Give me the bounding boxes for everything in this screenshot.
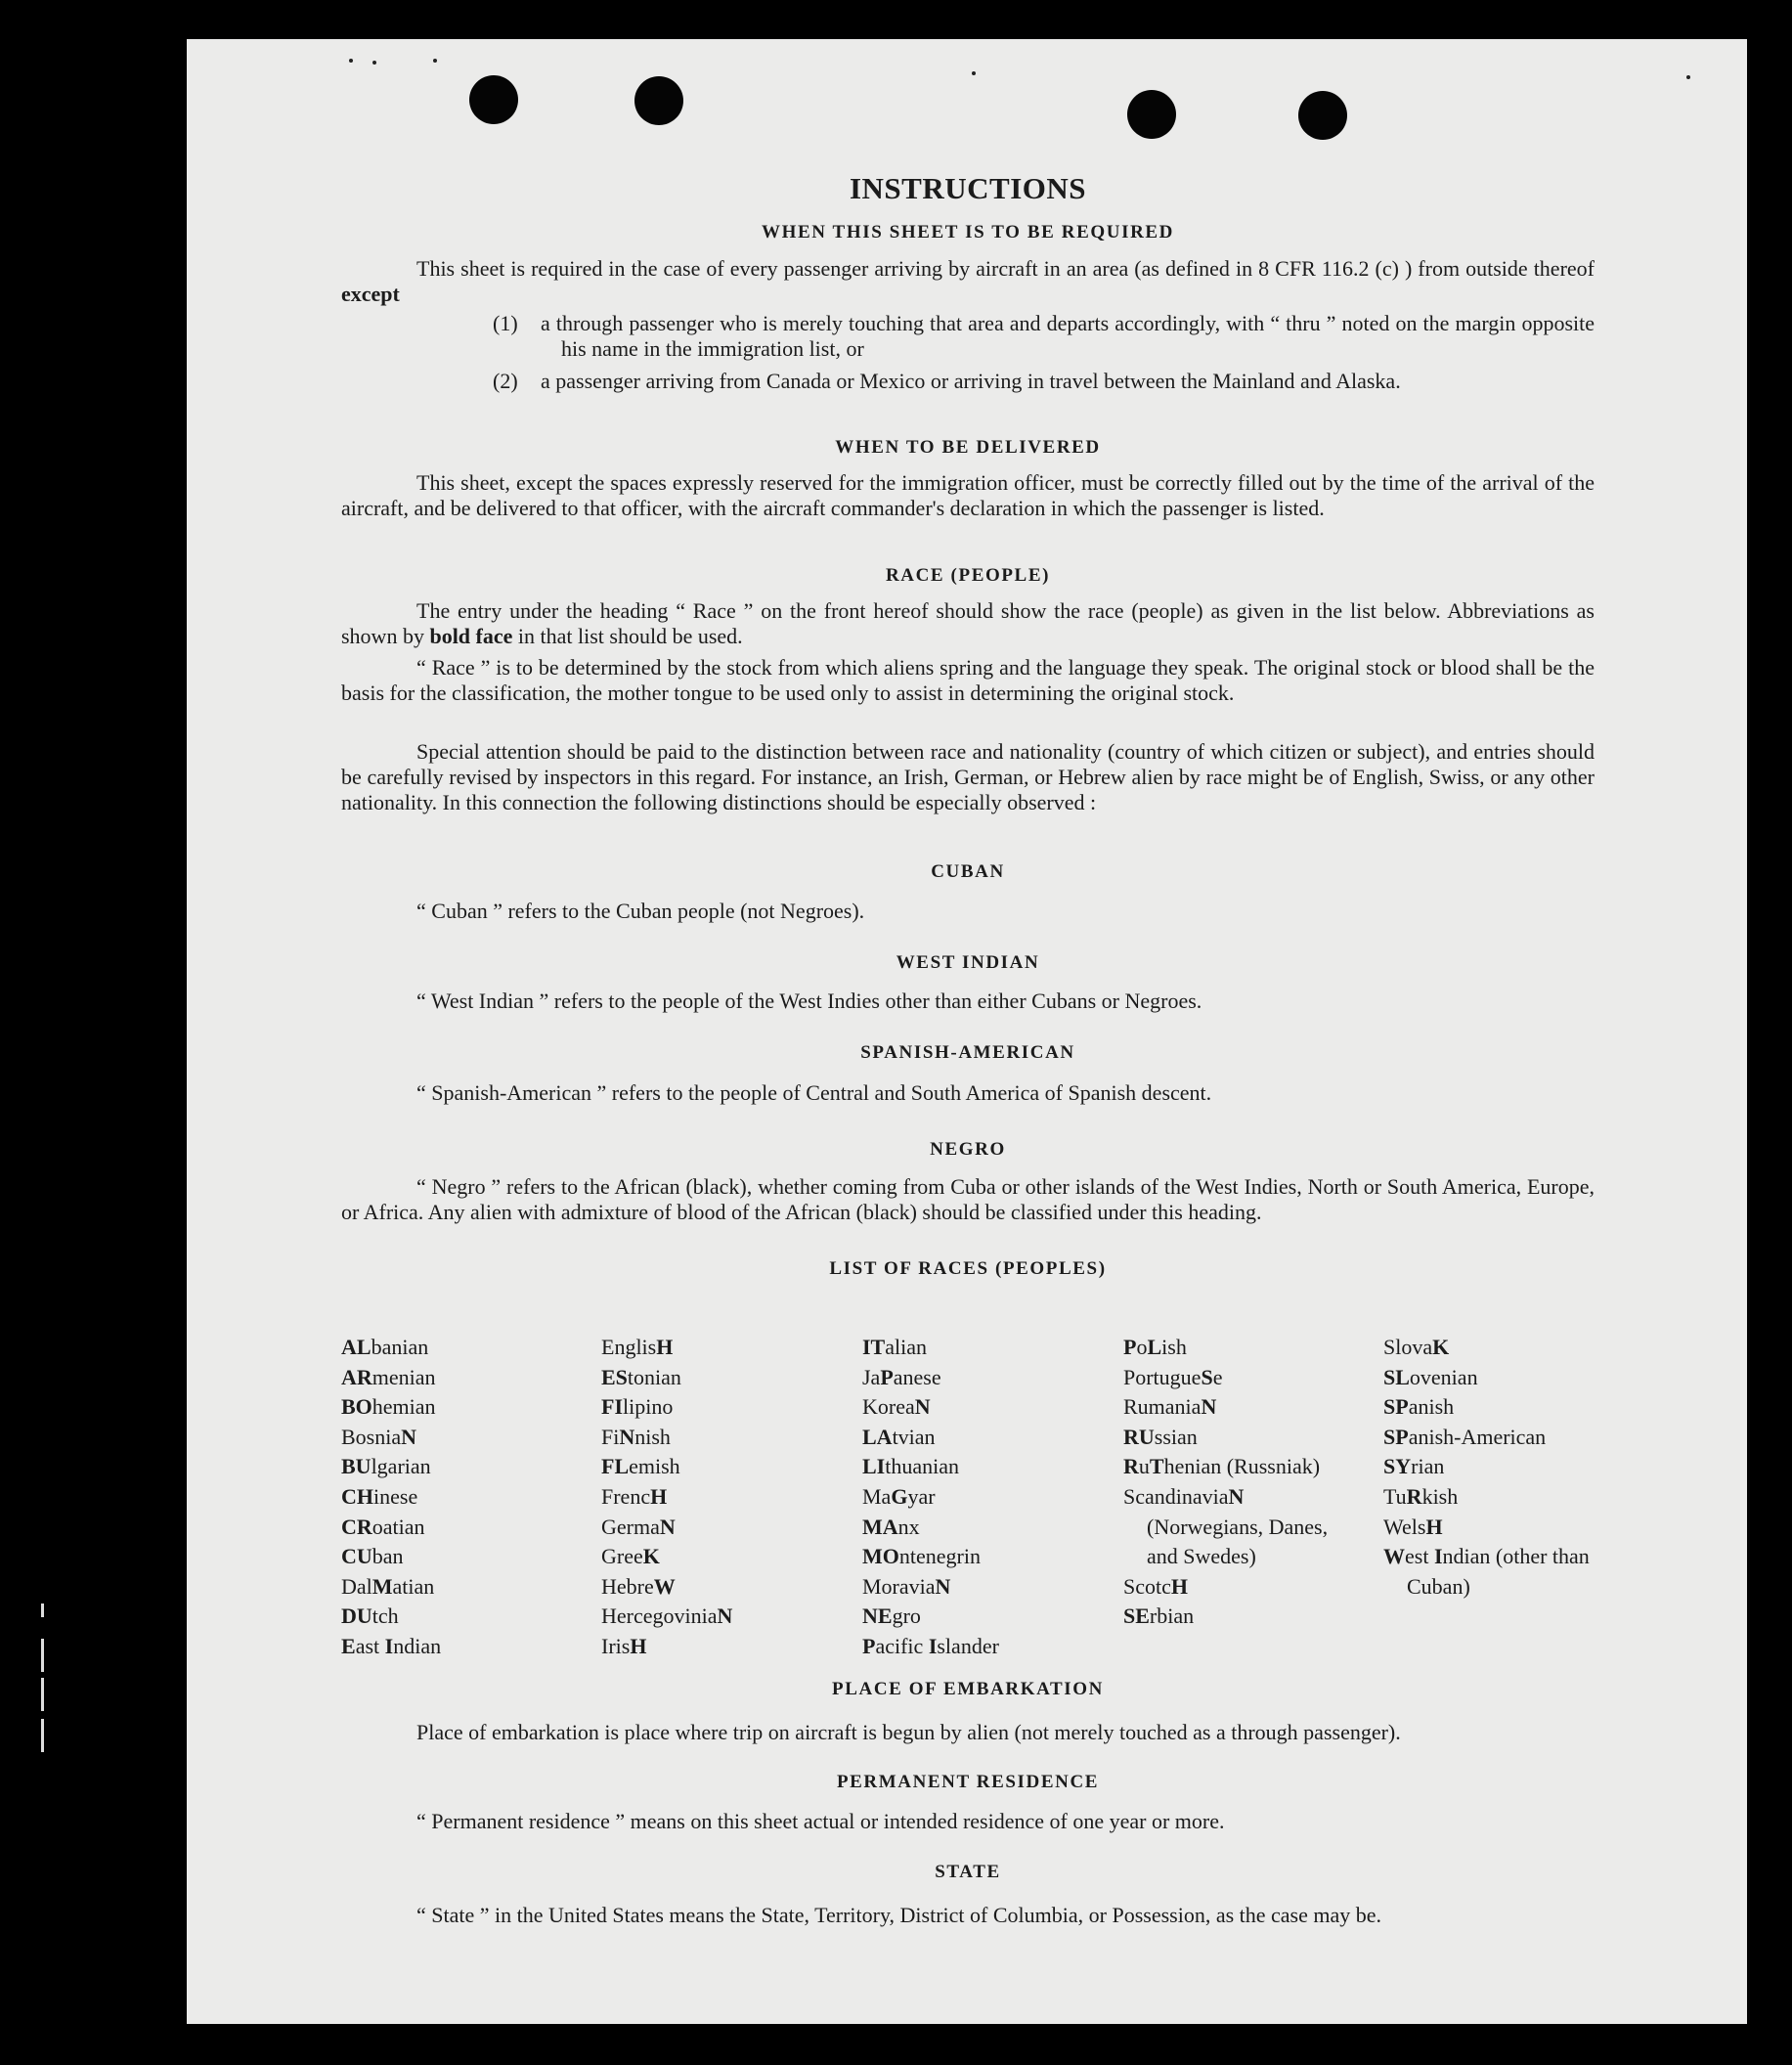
race-text: Hercegovinia: [601, 1604, 718, 1629]
heading-west-indian: WEST INDIAN: [896, 952, 1040, 973]
punch-hole: [1298, 91, 1347, 140]
document-page: [187, 39, 1747, 2024]
race-text: nx: [897, 1514, 920, 1539]
race-abbrev: FI: [601, 1394, 623, 1420]
race-entry: [341, 1632, 595, 1662]
race-abbrev: E: [341, 1633, 356, 1658]
race-entry: [341, 1423, 595, 1453]
punch-hole: [469, 75, 518, 124]
race-entry: [601, 1423, 855, 1453]
race-entry: [601, 1572, 855, 1603]
paragraph-cuban: “ Cuban ” refers to the Cuban people (not Negroes).: [416, 899, 865, 923]
film-edge-mark: [41, 1639, 44, 1672]
race-abbrev: NE: [862, 1604, 893, 1629]
paragraph-spanish-american: “ Spanish-American ” refers to the people of Central and South America of Spanish descent.: [416, 1080, 1212, 1105]
paragraph-negro: “ Negro ” refers to the African (black), whether coming from Cuba or other islands of the West Indies, North or South America, Europe, or Africa. Any alien with admixture of blood of the African (black) should be classified under this heading.: [341, 1174, 1595, 1224]
race-abbrev: SY: [1383, 1454, 1412, 1479]
race-text: henian (Russniak): [1163, 1454, 1321, 1479]
race-entry: [862, 1632, 1116, 1662]
race-entry: [601, 1392, 855, 1423]
heading-state: STATE: [935, 1862, 1001, 1882]
bold-text: except: [341, 282, 400, 306]
race-abbrev: T: [1149, 1454, 1164, 1479]
race-text: acific: [875, 1633, 929, 1658]
race-entry: [601, 1482, 855, 1513]
race-text: tvian: [892, 1424, 936, 1449]
heading-place-of-embarkation: PLACE OF EMBARKATION: [832, 1679, 1104, 1699]
race-column: [341, 1333, 595, 1662]
race-text: nish: [634, 1424, 671, 1449]
race-abbrev: H: [630, 1633, 647, 1658]
race-text: Bosnia: [341, 1424, 402, 1449]
race-entry: [1383, 1542, 1603, 1602]
race-entry: [1123, 1392, 1358, 1423]
item-text: a passenger arriving from Canada or Mexico or arriving in travel between the Mainland and Alaska.: [541, 369, 1401, 393]
heading-permanent-residence: PERMANENT RESIDENCE: [836, 1772, 1100, 1792]
race-entry: [862, 1542, 1116, 1572]
race-abbrev: MA: [862, 1514, 898, 1539]
race-text: anese: [893, 1364, 941, 1389]
race-entry: [1123, 1452, 1358, 1482]
race-abbrev: BU: [341, 1454, 372, 1479]
item-number: (2): [493, 369, 518, 393]
race-abbrev: N: [914, 1394, 931, 1420]
race-text: anish-American: [1408, 1424, 1547, 1449]
race-abbrev: K: [642, 1544, 660, 1569]
race-text: Englis: [601, 1335, 657, 1359]
race-entry: [341, 1542, 595, 1572]
race-abbrev: CR: [341, 1514, 372, 1539]
race-entry: [341, 1602, 595, 1632]
race-entry: [341, 1392, 595, 1423]
text: The entry under the heading “ Race ” on the front hereof should show the race (people) as given in the list below. Abbreviations as shown by: [341, 598, 1595, 648]
race-abbrev: FL: [601, 1454, 630, 1479]
race-entry: [1383, 1452, 1603, 1482]
race-entry: [341, 1572, 595, 1603]
race-entry: [1123, 1572, 1358, 1603]
paragraph-state: “ State ” in the United States means the State, Territory, District of Columbia, or Possession, as the case may be.: [416, 1903, 1382, 1927]
race-column: [1383, 1333, 1603, 1602]
race-abbrev: M: [372, 1573, 393, 1599]
race-abbrev: K: [1432, 1335, 1450, 1359]
race-abbrev: RU: [1123, 1424, 1155, 1449]
race-entry: [1383, 1363, 1603, 1393]
race-abbrev: CH: [341, 1483, 373, 1509]
race-text: o: [1136, 1335, 1148, 1359]
race-text: anish: [1408, 1394, 1455, 1420]
race-entry: [601, 1513, 855, 1543]
item-text: a through passenger who is merely touching that area and departs accordingly, with “ thru ” noted on the margin opposite his name in the immigration list, or: [541, 311, 1595, 361]
race-text: ish: [1161, 1335, 1187, 1359]
race-text: Rumania: [1123, 1394, 1202, 1420]
race-text: Ma: [862, 1483, 892, 1509]
heading-spanish-american: SPANISH-AMERICAN: [860, 1042, 1075, 1063]
race-entry: [341, 1333, 595, 1363]
race-text: Scandinavia: [1123, 1483, 1229, 1509]
race-entry: [1383, 1423, 1603, 1453]
dust-speck: [433, 59, 437, 63]
race-text: Ja: [862, 1364, 881, 1389]
race-text: Moravia: [862, 1573, 936, 1599]
race-text: kish: [1421, 1483, 1459, 1509]
race-text: emish: [629, 1454, 680, 1479]
bold-text: bold face: [429, 624, 513, 648]
race-abbrev: N: [1201, 1394, 1217, 1420]
race-entry: [862, 1482, 1116, 1513]
list-item: [493, 311, 1595, 362]
race-entry: [601, 1363, 855, 1393]
race-entry: [601, 1452, 855, 1482]
race-text: Fi: [601, 1424, 620, 1449]
race-abbrev: AL: [341, 1335, 372, 1359]
race-text: ndian (other than Cuban): [1407, 1544, 1590, 1599]
race-abbrev: H: [1170, 1573, 1189, 1599]
race-abbrev: L: [1147, 1335, 1162, 1359]
race-abbrev: N: [1228, 1483, 1245, 1509]
race-text: Gree: [601, 1544, 643, 1569]
race-text: Korea: [862, 1394, 915, 1420]
race-text: ntenegrin: [898, 1544, 981, 1569]
race-abbrev: N: [935, 1573, 951, 1599]
race-text: Tu: [1383, 1483, 1407, 1509]
race-abbrev: W: [1383, 1544, 1405, 1569]
race-entry: [1123, 1602, 1358, 1632]
race-abbrev: LI: [862, 1454, 886, 1479]
race-text: banian: [371, 1335, 429, 1359]
race-text: rian: [1411, 1454, 1445, 1479]
race-abbrev: ES: [601, 1364, 628, 1389]
race-abbrev: W: [653, 1573, 676, 1599]
race-entry: [862, 1452, 1116, 1482]
paragraph-permanent-residence: “ Permanent residence ” means on this sheet actual or intended residence of one year or more.: [416, 1809, 1225, 1833]
dust-speck: [1686, 75, 1690, 79]
race-abbrev: N: [717, 1604, 733, 1629]
race-text: Frenc: [601, 1483, 651, 1509]
paragraph-when-delivered: This sheet, except the spaces expressly reserved for the immigration officer, must be correctly filled out by the time of the arrival of the aircraft, and be delivered to that officer, with the aircraft commander's declaration in which the passenger is listed.: [341, 470, 1595, 520]
race-entry: [862, 1572, 1116, 1603]
race-text: rbian: [1149, 1604, 1195, 1629]
paragraph-west-indian: “ West Indian ” refers to the people of the West Indies other than either Cubans or Negroes.: [416, 989, 1202, 1013]
paragraph-race-3: Special attention should be paid to the distinction between race and nationality (country of which citizen or subject), and entries should be carefully revised by inspectors in this regard. For instance, an Irish, German, or Hebrew alien by race might be of English, Swiss, or any other nationality. In this connection the following distinctions should be especially observed :: [341, 739, 1595, 814]
race-abbrev: I: [928, 1633, 938, 1658]
race-entry: [1383, 1513, 1603, 1543]
race-abbrev: R: [1123, 1454, 1139, 1479]
race-text: Germa: [601, 1514, 660, 1539]
race-entry: [862, 1602, 1116, 1632]
punch-hole: [1127, 90, 1176, 139]
paragraph-race-2: “ Race ” is to be determined by the stock from which aliens spring and the language they speak. The original stock or blood shall be the basis for the classification, the mother tongue to be used only to assist in determining the original stock.: [341, 655, 1595, 705]
race-entry: [601, 1602, 855, 1632]
text: in that list should be used.: [517, 624, 743, 648]
race-abbrev: P: [1123, 1335, 1137, 1359]
heading-when-required: WHEN THIS SHEET IS TO BE REQUIRED: [761, 222, 1175, 242]
film-edge-mark: [41, 1719, 44, 1752]
race-text: ast: [355, 1633, 385, 1658]
race-text: tch: [372, 1604, 399, 1629]
list-item: [493, 369, 1595, 394]
race-text: menian: [372, 1364, 436, 1389]
race-abbrev: SP: [1383, 1394, 1409, 1420]
race-text: Portugue: [1123, 1364, 1202, 1389]
race-text: e: [1212, 1364, 1223, 1389]
text: This sheet is required in the case of every passenger arriving by aircraft in an area (as defined in 8 CFR 116.2 (c) ) from outside thereof: [416, 256, 1595, 281]
race-text: ovenian: [1409, 1364, 1478, 1389]
race-text: ndian: [393, 1633, 442, 1658]
dust-speck: [349, 59, 353, 63]
race-text: yar: [907, 1483, 936, 1509]
race-text: Slova: [1383, 1335, 1433, 1359]
race-text: oatian: [372, 1514, 425, 1539]
punch-hole: [634, 76, 683, 125]
race-text: gro: [892, 1604, 921, 1629]
race-entry: [1123, 1363, 1358, 1393]
race-entry: [862, 1513, 1116, 1543]
race-text: ssian: [1154, 1424, 1198, 1449]
race-entry: [1383, 1333, 1603, 1363]
race-abbrev: H: [1425, 1514, 1443, 1539]
race-entry: [862, 1423, 1116, 1453]
race-text: Dal: [341, 1573, 372, 1599]
race-entry: [341, 1482, 595, 1513]
race-text: lgarian: [371, 1454, 431, 1479]
race-abbrev: CU: [341, 1544, 372, 1569]
race-abbrev: AR: [341, 1364, 372, 1389]
race-abbrev: N: [619, 1424, 635, 1449]
heading-cuban: CUBAN: [931, 861, 1005, 882]
race-entry: [1123, 1423, 1358, 1453]
dust-speck: [372, 61, 376, 65]
race-abbrev: I: [1433, 1544, 1443, 1569]
race-text: Scotc: [1123, 1573, 1171, 1599]
race-abbrev: N: [659, 1514, 676, 1539]
race-abbrev: DU: [341, 1604, 372, 1629]
race-text: ban: [372, 1544, 404, 1569]
race-abbrev: LA: [862, 1424, 893, 1449]
race-text: lipino: [623, 1394, 674, 1420]
race-abbrev: S: [1201, 1364, 1213, 1389]
race-text: (Norwegians, Danes, and Swedes): [1147, 1514, 1329, 1569]
race-text: Iris: [601, 1633, 631, 1658]
race-abbrev: N: [401, 1424, 417, 1449]
race-entry: [341, 1513, 595, 1543]
race-entry: [862, 1333, 1116, 1363]
heading-list-of-races: LIST OF RACES (PEOPLES): [829, 1258, 1107, 1279]
race-text: inese: [373, 1483, 418, 1509]
race-text: atian: [392, 1573, 435, 1599]
race-text: slander: [937, 1633, 999, 1658]
paragraph-race-1: [341, 598, 1595, 649]
heading-negro: NEGRO: [930, 1139, 1006, 1160]
race-entry: [1123, 1333, 1358, 1363]
race-entry: [1383, 1392, 1603, 1423]
race-text: Wels: [1383, 1514, 1426, 1539]
item-number: (1): [493, 311, 518, 335]
race-entry: [1383, 1482, 1603, 1513]
race-entry: [601, 1333, 855, 1363]
race-text: alian: [885, 1335, 928, 1359]
race-entry: [862, 1392, 1116, 1423]
race-abbrev: MO: [862, 1544, 899, 1569]
race-entry: [341, 1363, 595, 1393]
race-text: est: [1405, 1544, 1434, 1569]
race-entry: [862, 1363, 1116, 1393]
paragraph-when-required: [341, 256, 1595, 307]
paragraph-place-of-embarkation: Place of embarkation is place where trip on aircraft is begun by alien (not merely touched as a through passenger).: [416, 1720, 1401, 1744]
race-abbrev: P: [880, 1364, 894, 1389]
heading-when-delivered: WHEN TO BE DELIVERED: [835, 437, 1101, 458]
race-entry: [601, 1632, 855, 1662]
race-abbrev: H: [656, 1335, 674, 1359]
race-abbrev: P: [862, 1633, 876, 1658]
race-column: [1123, 1333, 1358, 1632]
race-entry: [1123, 1482, 1358, 1572]
race-entry: [341, 1452, 595, 1482]
race-abbrev: G: [891, 1483, 908, 1509]
race-text: thuanian: [885, 1454, 960, 1479]
race-abbrev: I: [384, 1633, 394, 1658]
dust-speck: [972, 71, 976, 75]
race-abbrev: SP: [1383, 1424, 1409, 1449]
race-text: hemian: [372, 1394, 436, 1420]
race-text: tonian: [627, 1364, 681, 1389]
race-text: Hebre: [601, 1573, 654, 1599]
race-abbrev: SE: [1123, 1604, 1150, 1629]
film-edge-mark: [41, 1678, 44, 1711]
race-abbrev: IT: [862, 1335, 886, 1359]
race-text: u: [1138, 1454, 1150, 1479]
race-entry: [601, 1542, 855, 1572]
race-column: [601, 1333, 855, 1662]
race-abbrev: H: [650, 1483, 668, 1509]
race-column: [862, 1333, 1116, 1662]
page-title: INSTRUCTIONS: [849, 171, 1086, 205]
race-abbrev: SL: [1383, 1364, 1410, 1389]
heading-race: RACE (PEOPLE): [885, 565, 1051, 586]
race-abbrev: BO: [341, 1394, 372, 1420]
film-edge-mark: [41, 1604, 44, 1617]
race-abbrev: R: [1406, 1483, 1422, 1509]
